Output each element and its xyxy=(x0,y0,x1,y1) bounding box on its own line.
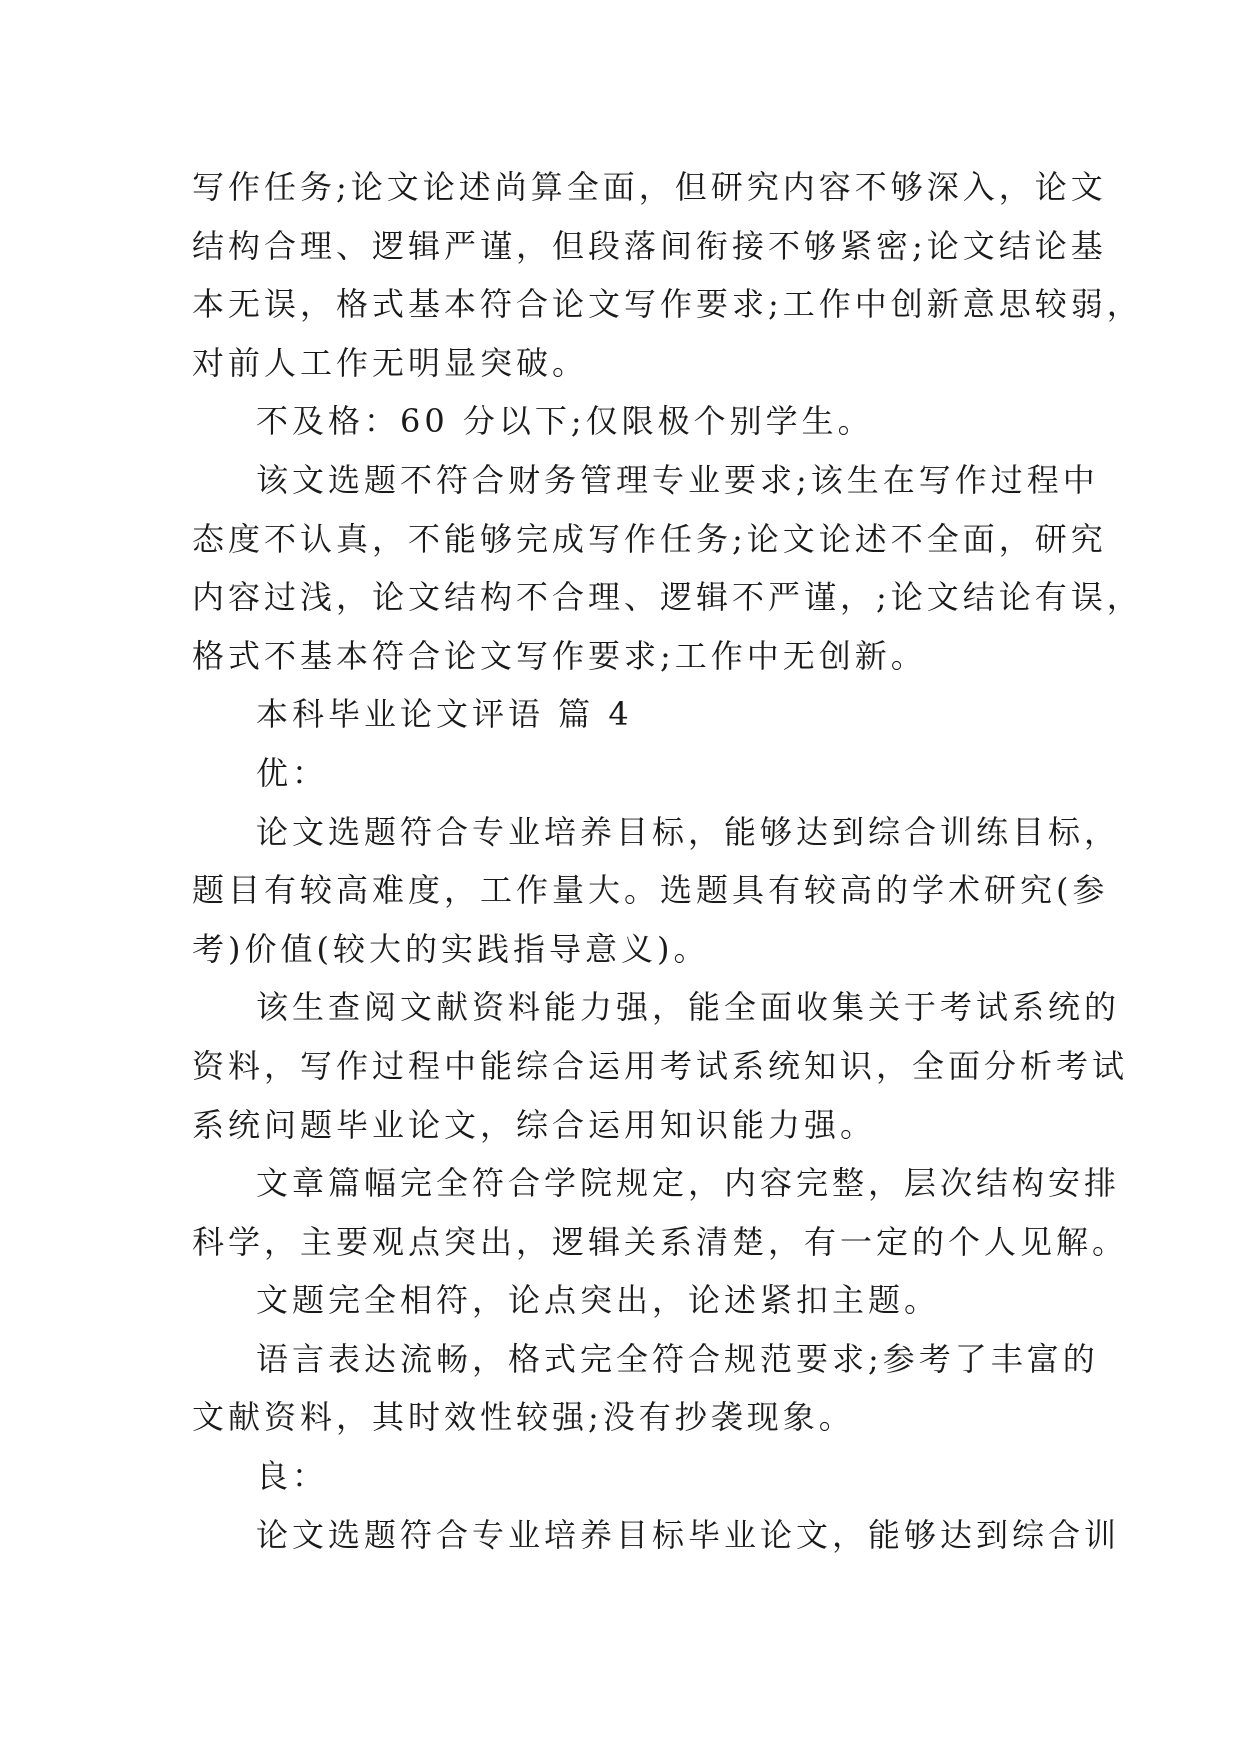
text-line: 语言表达流畅，格式完全符合规范要求;参考了丰富的 xyxy=(256,1339,1099,1378)
text-line: 内容过浅，论文结构不合理、逻辑不严谨，;论文结论有误， xyxy=(192,578,1143,617)
text-line: 结构合理、逻辑严谨，但段落间衔接不够紧密;论文结论基 xyxy=(192,226,1107,265)
grade-label-good: 良： xyxy=(256,1457,329,1496)
text-line: 格式不基本符合论文写作要求;工作中无创新。 xyxy=(192,636,927,675)
text-line: 该文选题不符合财务管理专业要求;该生在写作过程中 xyxy=(256,460,1099,499)
text-line: 本无误，格式基本符合论文写作要求;工作中创新意思较弱， xyxy=(192,285,1143,324)
text-line: 论文选题符合专业培养目标毕业论文，能够达到综合训 xyxy=(256,1515,1121,1554)
text-line: 系统问题毕业论文，综合运用知识能力强。 xyxy=(192,1105,877,1144)
text-line: 写作任务;论文论述尚算全面，但研究内容不够深入，论文 xyxy=(192,168,1107,206)
grade-label-excellent: 优： xyxy=(256,753,329,792)
text-line: 对前人工作无明显突破。 xyxy=(192,343,589,382)
document-body xyxy=(192,158,1143,1564)
text-line: 论文选题符合专业培养目标，能够达到综合训练目标， xyxy=(256,812,1121,851)
text-line: 题目有较高难度，工作量大。选题具有较高的学术研究(参 xyxy=(192,871,1109,910)
text-line: 文章篇幅完全符合学院规定，内容完整，层次结构安排 xyxy=(256,1164,1121,1203)
text-line: 资料，写作过程中能综合运用考试系统知识，全面分析考试 xyxy=(192,1046,1129,1085)
section-heading: 本科毕业论文评语 篇 4 xyxy=(256,695,633,734)
text-line: 不及格：60 分以下;仅限极个别学生。 xyxy=(256,402,874,441)
text-line: 文献资料，其时效性较强;没有抄袭现象。 xyxy=(192,1398,855,1437)
text-line: 考)价值(较大的实践指导意义)。 xyxy=(192,929,710,968)
text-line: 态度不认真，不能够完成写作任务;论文论述不全面，研究 xyxy=(192,519,1107,558)
text-line: 科学，主要观点突出，逻辑关系清楚，有一定的个人见解。 xyxy=(192,1222,1129,1261)
text-line: 该生查阅文献资料能力强，能全面收集关于考试系统的 xyxy=(256,988,1121,1027)
text-line: 文题完全相符，论点突出，论述紧扣主题。 xyxy=(256,1281,941,1320)
